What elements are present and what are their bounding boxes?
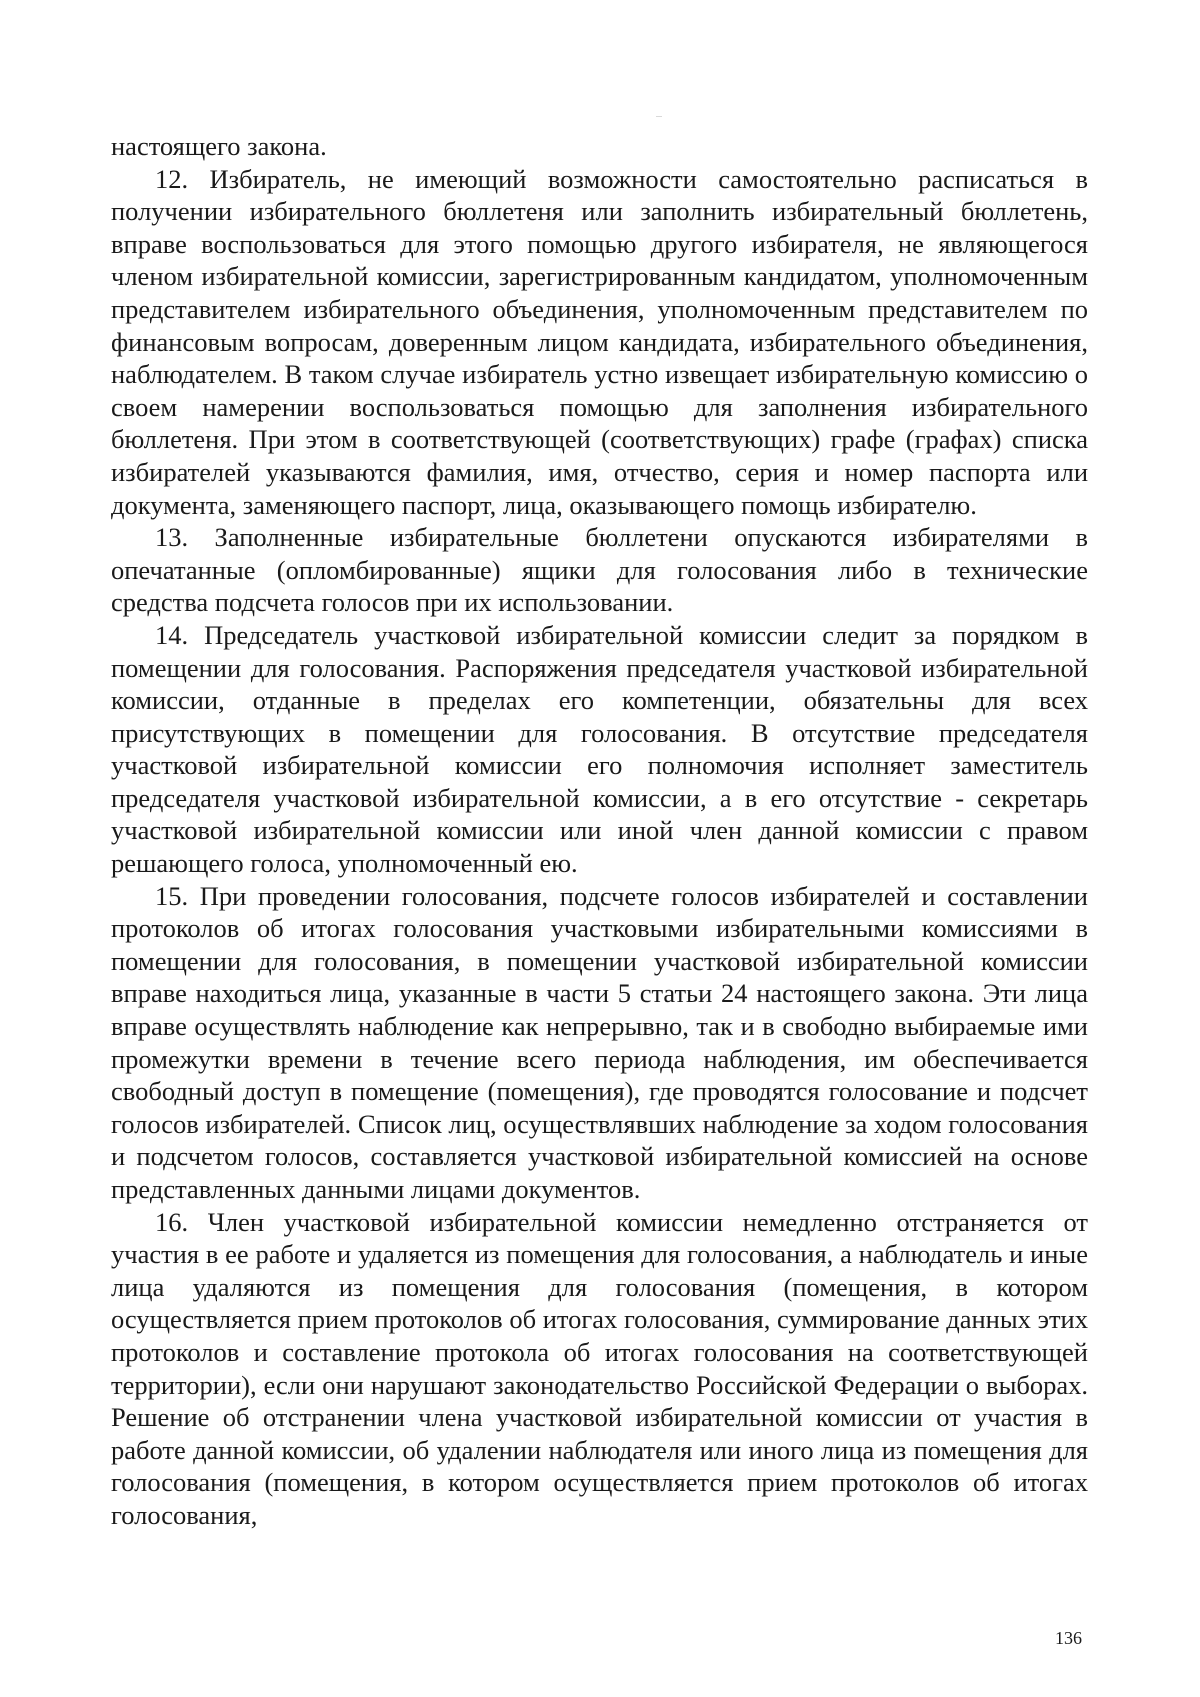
document-body [111, 130, 1088, 1532]
paragraph-continuation: настоящего закона. [111, 131, 327, 161]
paragraph-14: 14. Председатель участковой избирательной комиссии следит за порядком в помещении для голосования. Распоряжения председателя участковой избирательной комиссии, отданные в пределах его компетенции, обязательны для всех присутствующих в помещении для голосования. В отсутствие председателя участковой избирательной комиссии его полномочия исполняет заместитель председателя участковой избирательной комиссии, а в его отсутствие - секретарь участковой избирательной комиссии или иной член данной комиссии с правом решающего голоса, уполномоченный ею. [111, 619, 1088, 879]
page-number: 136 [1055, 1628, 1082, 1648]
paragraph-12: 12. Избиратель, не имеющий возможности самостоятельно расписаться в получении избирательного бюллетеня или заполнить избирательный бюллетень, вправе воспользоваться для этого помощью другого избирателя, не являющегося членом избирательной комиссии, зарегистрированным кандидатом, уполномоченным представителем избирательного объединения, уполномоченным представителем по финансовым вопросам, доверенным лицом кандидата, избирательного объединения, наблюдателем. В таком случае избиратель устно извещает избирательную комиссию о своем намерении воспользоваться помощью для заполнения избирательного бюллетеня. При этом в соответствующей (соответствующих) графе (графах) списка избирателей указываются фамилия, имя, отчество, серия и номер паспорта или документа, заменяющего паспорт, лица, оказывающего помощь избирателю. [111, 163, 1088, 520]
scan-speck [656, 116, 662, 117]
paragraph-15: 15. При проведении голосования, подсчете голосов избирателей и составлении протоколов об итогах голосования участковыми избирательными комиссиями в помещении для голосования, в помещении участковой избирательной комиссии вправе находиться лица, указанные в части 5 статьи 24 настоящего закона. Эти лица вправе осуществлять наблюдение как непрерывно, так и в свободно выбираемые ими промежутки времени в течение всего периода наблюдения, им обеспечивается свободный доступ в помещение (помещения), где проводятся голосование и подсчет голосов избирателей. Список лиц, осуществлявших наблюдение за ходом голосования и подсчетом голосов, составляется участковой избирательной комиссией на основе представленных данными лицами документов. [111, 880, 1088, 1204]
paragraph-16: 16. Член участковой избирательной комиссии немедленно отстраняется от участия в ее работе и удаляется из помещения для голосования, а наблюдатель и иные лица удаляются из помещения для голосования (помещения, в котором осуществляется прием протоколов об итогах голосования, суммирование данных этих протоколов и составление протокола об итогах голосования на соответствующей территории), если они нарушают законодательство Российской Федерации о выборах. Решение об отстранении члена участковой избирательной комиссии от участия в работе данной комиссии, об удалении наблюдателя или иного лица из помещения для голосования (помещения, в котором осуществляется прием протоколов об итогах голосования, [111, 1206, 1088, 1530]
paragraph-13: 13. Заполненные избирательные бюллетени опускаются избирателями в опечатанные (опломбированные) ящики для голосования либо в технические средства подсчета голосов при их использовании. [111, 522, 1088, 618]
